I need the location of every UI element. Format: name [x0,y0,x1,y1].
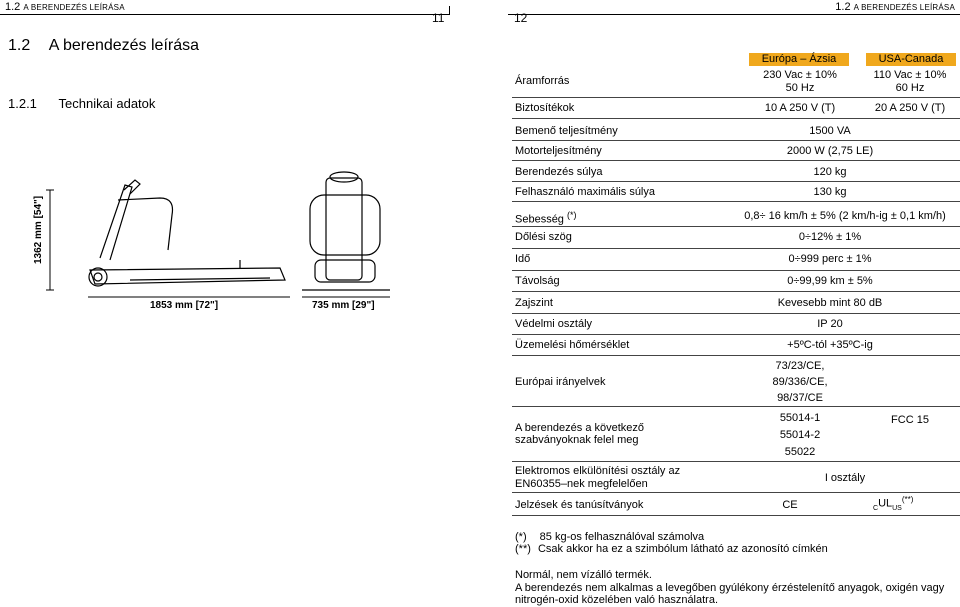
header-left-text: A BERENDEZÉS LEÍRÁSA [23,3,125,12]
header-left-num: 1.2 [5,1,21,13]
section-title-text: A berendezés leírása [48,37,200,54]
standard-2: 55014-2 [779,429,821,441]
mark-ul-sub: US [892,504,902,512]
height-label: 1362 mm [54"] [33,195,44,264]
standard-usa: FCC 15 [891,414,929,426]
distance-value: 0÷99,99 km ± 5% [787,275,873,287]
width-label: 735 mm [29"] [312,300,375,311]
subsection-title [8,96,155,111]
rule [512,201,960,202]
row-label-operating-temp: Üzemelési hőmérséklet [515,339,630,351]
rule [512,334,960,335]
row-label-isolation-1: Elektromos elkülönítési osztály az [515,465,681,477]
side-view [89,180,285,286]
page-number-right: 12 [514,11,528,25]
row-label-directives: Európai irányelvek [515,376,606,388]
header-right [835,1,955,13]
mark-ul-note: (**) [901,495,914,504]
time-value: 0÷999 perc ± 1% [788,253,872,265]
rule [512,355,960,356]
row-label-isolation-2: EN60355–nek megfelelően [515,478,648,490]
rule [512,313,960,314]
row-label-time: Idő [515,253,531,265]
section-title [8,37,199,55]
note-1 [515,531,704,543]
mark-ul-pre: C [873,504,879,512]
rule [512,492,960,493]
front-view [302,172,390,290]
isolation-value: I osztály [824,472,866,484]
note-1-text: 85 kg-os felhasználóval számolva [539,531,705,543]
power-europe-2: 50 Hz [785,82,815,94]
speed-label-text: Sebesség [515,213,564,226]
note-2-text: Csak akkor ha ez a szimbólum látható az azonosító címkén [537,543,828,555]
rule [512,270,960,271]
power-europe-1: 230 Vac ± 10% [763,69,837,81]
note-1-mark: (*) [515,531,527,543]
header-left [5,1,125,13]
row-label-marks: Jelzések és tanúsítványok [515,499,644,511]
note-2-mark: (**) [515,543,531,555]
col-europe-header: Európa – Ázsia [761,53,837,65]
row-label-standards-1: A berendezés a következő [515,422,645,434]
section-num: 1.2 [8,37,31,54]
page-number-left: 11 [432,11,445,25]
row-label-standards-2: szabványoknak felel meg [515,434,639,446]
header-right-rule [508,14,960,15]
row-label-motor-power: Motorteljesítmény [515,145,602,157]
row-label-fuses: Biztosítékok [515,102,575,114]
operating-temp-value: +5ºC-tól +35ºC-ig [787,339,873,351]
directive-2: 89/336/CE, [772,376,828,388]
row-label-input-power: Bemenő teljesítmény [515,125,618,137]
power-usa-1: 110 Vac ± 10% [873,69,947,81]
mark-ul-main: UL [878,497,893,510]
max-user-weight-value: 130 kg [813,186,847,198]
col-usa-header: USA-Canada [878,53,944,65]
note-3: Normál, nem vízálló termék. [515,569,652,581]
standard-1: 55014-1 [779,412,821,424]
row-label-noise: Zajszint [515,297,553,309]
rule [512,406,960,407]
rule [512,160,960,161]
header-left-tick [449,6,450,15]
rule [512,515,960,516]
fuses-usa: 20 A 250 V (T) [874,102,946,114]
treadmill-drawing [33,140,400,320]
row-label-speed [515,210,577,226]
header-left-rule [0,14,450,15]
directive-1: 73/23/CE, [775,360,825,372]
incline-value: 0÷12% ± 1% [798,231,862,243]
length-label: 1853 mm [72"] [150,300,219,311]
row-label-weight: Berendezés súlya [515,166,603,178]
header-right-num: 1.2 [835,1,851,13]
noise-value: Kevesebb mint 80 dB [777,297,883,309]
weight-value: 120 kg [813,166,847,178]
treadmill-figure [40,140,400,320]
subsection-title-text: Technikai adatok [58,96,156,111]
standard-3: 55022 [784,446,816,458]
row-label-protection: Védelmi osztály [515,318,593,330]
fuses-europe: 10 A 250 V (T) [764,102,836,114]
speed-value: 0,8÷ 16 km/h ± 5% (2 km/h-ig ± 0,1 km/h) [744,210,946,222]
rule [512,97,960,98]
subsection-num: 1.2.1 [8,96,37,111]
rule [512,181,960,182]
row-label-distance: Távolság [515,275,560,287]
rule [512,140,960,141]
speed-note-mark: (*) [567,210,577,220]
note-2 [515,543,828,555]
note-4-line-2: nitrogén-oxid közelében való használatra. [515,594,719,606]
note-4-line-1: A berendezés nem alkalmas a levegőben gyúlékony érzéstelenítő anyagok, oxigén vagy [515,582,945,594]
mark-ce: CE [782,499,798,511]
protection-value: IP 20 [817,318,843,330]
row-label-power: Áramforrás [515,75,570,87]
rule [512,461,960,462]
mark-ul [873,495,913,512]
row-label-max-user-weight: Felhasználó maximális súlya [515,186,655,198]
rule [512,248,960,249]
header-right-text: A BERENDEZÉS LEÍRÁSA [853,3,955,12]
motor-power-value: 2000 W (2,75 LE) [786,145,874,157]
input-power-value: 1500 VA [809,125,851,137]
rule [512,291,960,292]
row-label-incline: Dőlési szög [515,231,572,243]
directive-3: 98/37/CE [777,392,823,404]
rule [512,226,960,227]
rule [512,118,960,119]
power-usa-2: 60 Hz [895,82,925,94]
